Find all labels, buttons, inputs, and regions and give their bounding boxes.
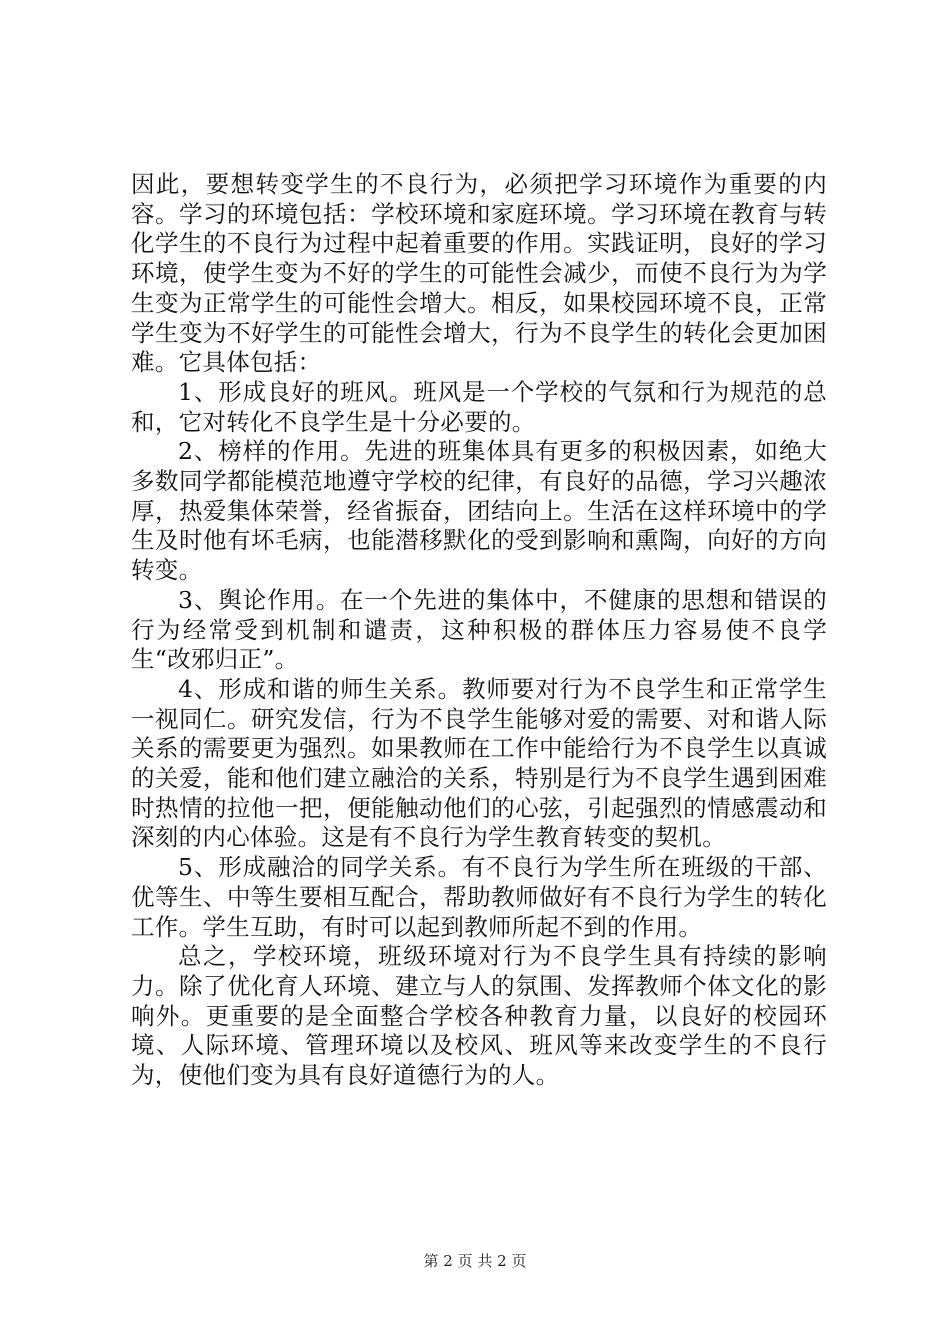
paragraph-conclusion: 总之，学校环境，班级环境对行为不良学生具有持续的影响力。除了优化育人环境、建立与人的氛围、发挥教师个体文化的影响外。更重要的是全面整合学校各种教育力量，以良好的校园环境、人际环境、管理环境以及校风、班风等来改变学生的不良行为，使他们变为具有良好道德行为的人。: [131, 942, 827, 1090]
paragraph-item-2: 2、榜样的作用。先进的班集体具有更多的积极因素，如绝大多数同学都能模范地遵守学校的纪律，有良好的品德，学习兴趣浓厚，热爱集体荣誉，经省振奋，团结向上。生活在这样环境中的学生及时他有坏毛病，也能潜移默化的受到影响和熏陶，向好的方向转变。: [131, 437, 827, 585]
paragraph-item-3: 3、舆论作用。在一个先进的集体中，不健康的思想和错误的行为经常受到机制和谴责，这种积极的群体压力容易使不良学生“改邪归正”。: [131, 585, 827, 674]
document-body: [131, 170, 827, 1091]
paragraph-item-1: 1、形成良好的班风。班风是一个学校的气氛和行为规范的总和，它对转化不良学生是十分必要的。: [131, 377, 827, 436]
paragraph-intro: 因此，要想转变学生的不良行为，必须把学习环境作为重要的内容。学习的环境包括：学校环境和家庭环境。学习环境在教育与转化学生的不良行为过程中起着重要的作用。实践证明，良好的学习环境，使学生变为不好的学生的可能性会减少，而使不良行为为学生变为正常学生的可能性会增大。相反，如果校园环境不良，正常学生变为不好学生的可能性会增大，行为不良学生的转化会更加困难。它具体包括：: [131, 170, 827, 377]
paragraph-item-4: 4、形成和谐的师生关系。教师要对行为不良学生和正常学生一视同仁。研究发信，行为不良学生能够对爱的需要、对和谐人际关系的需要更为强烈。如果教师在工作中能给行为不良学生以真诚的关爱，能和他们建立融洽的关系，特别是行为不良学生遇到困难时热情的拉他一把，便能触动他们的心弦，引起强烈的情感震动和深刻的内心体验。这是有不良行为学生教育转变的契机。: [131, 674, 827, 852]
paragraph-item-5: 5、形成融洽的同学关系。有不良行为学生所在班级的干部、优等生、中等生要相互配合，帮助教师做好有不良行为学生的转化工作。学生互助，有时可以起到教师所起不到的作用。: [131, 853, 827, 941]
page-number-footer: 第 2 页 共 2 页: [423, 1252, 527, 1270]
